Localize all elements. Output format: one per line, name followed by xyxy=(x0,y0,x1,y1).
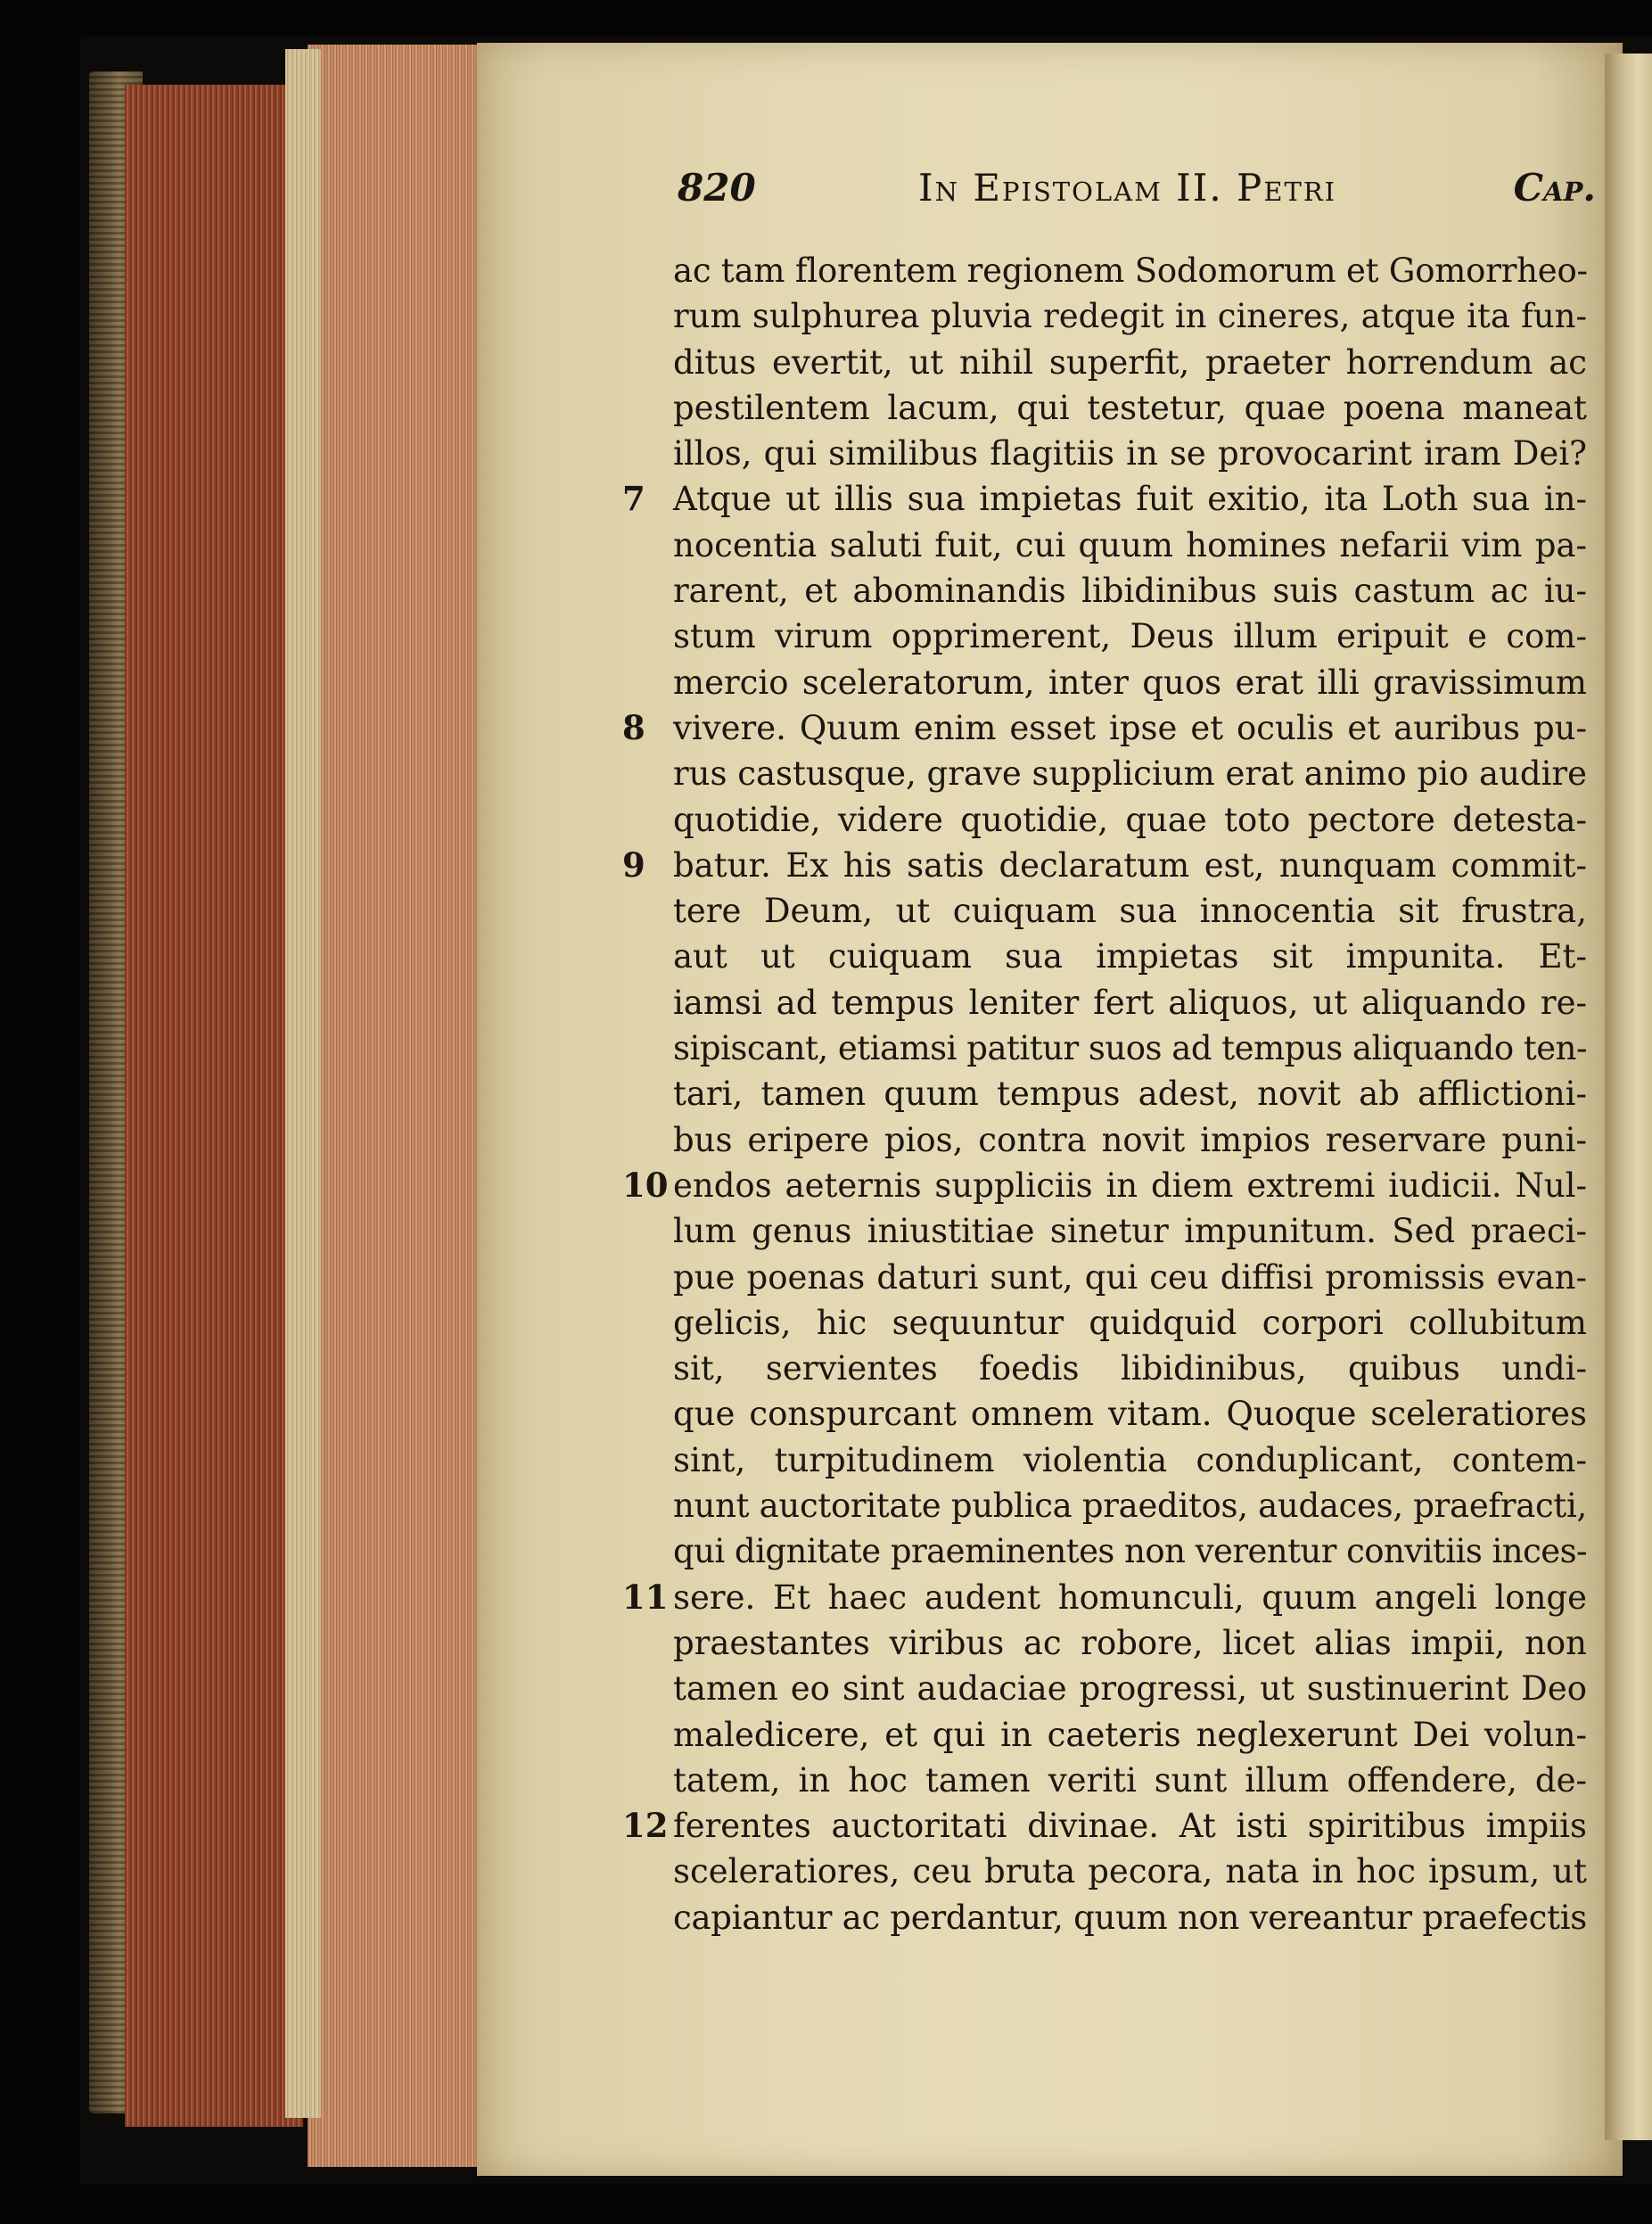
line-text: tamen eo sint audaciae progressi, ut sustinuerint Deo xyxy=(673,1669,1587,1709)
verse-number: 12 xyxy=(622,1806,669,1846)
line-text: pestilentem lacum, qui testetur, quae poena maneat xyxy=(673,388,1587,427)
text-line xyxy=(673,1528,1587,1574)
line-text: rarent, et abominandis libidinibus suis castum ac iu- xyxy=(673,572,1587,611)
text-line xyxy=(673,614,1587,659)
verse-number: 9 xyxy=(622,844,645,885)
text-line xyxy=(673,797,1587,843)
text-line xyxy=(673,568,1587,614)
text-line xyxy=(673,1666,1587,1711)
page-leaves xyxy=(285,49,321,2118)
line-text: nunt auctoritate publica praeditos, audaces, praefracti, xyxy=(673,1487,1587,1526)
line-text: iamsi ad tempus leniter fert aliquos, ut aliquando re- xyxy=(673,983,1587,1022)
page-stack-edge xyxy=(308,45,486,2167)
line-text: mercio sceleratorum, inter quos erat illi gravissimum xyxy=(673,663,1587,702)
line-text: sceleratiores, ceu bruta pecora, nata in hoc ipsum, ut xyxy=(673,1852,1587,1891)
text-line xyxy=(673,1712,1587,1758)
line-text: rus castusque, grave supplicium erat animo pio audire xyxy=(673,754,1587,794)
line-text: Atque ut illis sua impietas fuit exitio, ita Loth sua in- xyxy=(673,480,1587,519)
line-text: gelicis, hic sequuntur quidquid corpori collubitum xyxy=(673,1303,1587,1342)
text-line xyxy=(673,888,1587,934)
text-line xyxy=(673,934,1587,979)
line-text: endos aeternis suppliciis in diem extremi iudicii. Nul- xyxy=(673,1166,1587,1205)
text-line xyxy=(673,980,1587,1026)
page-number: 820 xyxy=(678,166,756,210)
text-line xyxy=(673,1346,1587,1391)
text-line xyxy=(673,385,1587,431)
text-line xyxy=(673,1391,1587,1437)
text-line xyxy=(673,340,1587,385)
text-line xyxy=(673,1026,1587,1071)
line-text: maledicere, et qui in caeteris neglexerunt Dei volun- xyxy=(673,1715,1587,1754)
text-line xyxy=(622,1575,1587,1620)
line-text: tere Deum, ut cuiquam sua innocentia sit frustra, xyxy=(673,892,1587,931)
line-text: tari, tamen quum tempus adest, novit ab afflictioni- xyxy=(673,1075,1587,1114)
line-text: nocentia saluti fuit, cui quum homines nefarii vim pa- xyxy=(673,525,1587,564)
text-line xyxy=(673,660,1587,705)
line-text: rum sulphurea pluvia redegit in cineres, atque ita fun- xyxy=(673,297,1587,336)
text-line xyxy=(673,248,1587,293)
line-text: qui dignitate praeminentes non verentur convitiis inces- xyxy=(673,1532,1587,1571)
line-text: aut ut cuiquam sua impietas sit impunita. Et- xyxy=(673,937,1587,976)
text-line xyxy=(673,431,1587,476)
text-line xyxy=(673,1208,1587,1254)
line-text: que conspurcant omnem vitam. Quoque sceleratiores xyxy=(673,1395,1587,1434)
line-text: ferentes auctoritati divinae. At isti spiritibus impiis xyxy=(673,1807,1587,1846)
text-line xyxy=(673,523,1587,568)
line-text: ac tam florentem regionem Sodomorum et Gomorrheo- xyxy=(673,251,1588,290)
verse-number: 7 xyxy=(622,479,645,519)
text-line xyxy=(673,1071,1587,1116)
line-text: sipiscant, etiamsi patitur suos ad tempus aliquando ten- xyxy=(673,1029,1587,1068)
text-line xyxy=(622,1163,1587,1208)
text-line xyxy=(673,1437,1587,1483)
line-text: bus eripere pios, contra novit impios reservare puni- xyxy=(673,1120,1587,1159)
line-text: pue poenas daturi sunt, qui ceu diffisi promissis evan- xyxy=(673,1257,1587,1297)
line-text: sit, servientes foedis libidinibus, quibus undi- xyxy=(673,1349,1587,1388)
line-text: tatem, in hoc tamen veriti sunt illum offendere, de- xyxy=(673,1760,1587,1800)
text-line xyxy=(673,1620,1587,1666)
line-text: lum genus iniustitiae sinetur impunitum. Sed praeci- xyxy=(673,1212,1587,1251)
verse-number: 11 xyxy=(622,1577,669,1617)
verse-number: 10 xyxy=(622,1165,669,1205)
text-line xyxy=(673,1483,1587,1528)
verse-number: 8 xyxy=(622,707,645,747)
text-line xyxy=(622,1803,1587,1849)
line-text: vivere. Quum enim esset ipse et oculis et auribus pu- xyxy=(673,708,1587,747)
text-line xyxy=(673,293,1587,339)
line-text: capiantur ac perdantur, quum non vereantur praefectis xyxy=(673,1898,1587,1937)
running-title: In Epistolam II. Petri xyxy=(918,166,1337,210)
text-line xyxy=(673,1849,1587,1894)
line-text: sint, turpitudinem violentia conduplicant, contem- xyxy=(673,1440,1587,1479)
book-gutter xyxy=(1605,54,1652,2140)
text-line xyxy=(673,751,1587,796)
chapter-abbreviation: Cap. xyxy=(1513,166,1596,210)
text-line xyxy=(673,1895,1587,1940)
line-text: quotidie, videre quotidie, quae toto pectore detesta- xyxy=(673,800,1587,839)
text-line xyxy=(673,1300,1587,1346)
line-text: ditus evertit, ut nihil superfit, praeter horrendum ac xyxy=(673,342,1587,382)
red-page-edges xyxy=(125,85,303,2127)
text-line xyxy=(673,1117,1587,1163)
line-text: sere. Et haec audent homunculi, quum angeli longe xyxy=(673,1577,1587,1617)
line-text: illos, qui similibus flagitiis in se provocarint iram Dei? xyxy=(673,434,1587,474)
line-text: batur. Ex his satis declaratum est, nunquam commit- xyxy=(673,845,1587,885)
text-line xyxy=(622,476,1587,522)
body-text xyxy=(622,248,1588,1940)
text-line xyxy=(622,705,1587,751)
running-head xyxy=(678,161,1596,223)
text-line xyxy=(622,843,1587,888)
line-text: stum virum opprimerent, Deus illum eripuit e com- xyxy=(673,617,1587,656)
text-line xyxy=(673,1255,1587,1300)
line-text: praestantes viribus ac robore, licet alias impii, non xyxy=(673,1623,1587,1662)
text-line xyxy=(673,1758,1587,1803)
